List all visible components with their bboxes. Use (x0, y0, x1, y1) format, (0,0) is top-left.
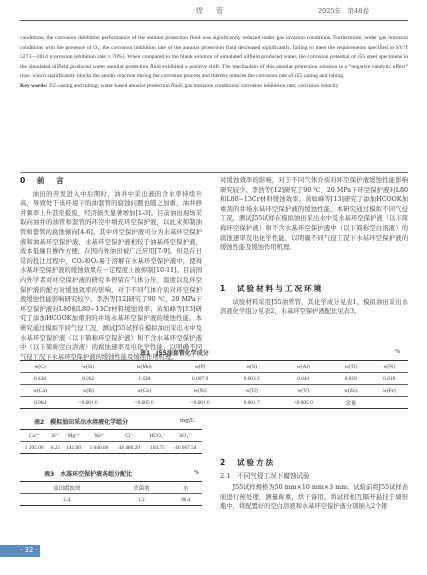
table-cell: 141.00 (62, 442, 84, 454)
table-cell: Mg²⁺ (62, 430, 84, 442)
table-3 (20, 481, 202, 506)
table-cell: 0.018 (370, 373, 408, 385)
section-2-paragraph: J55试样规格为50 mm×10 mm×3 mm，试验前将J55试样表面进行预处理，测量称重，烘干备用。将试样相互隔开悬挂于墙形瓶中，将配置好的空白溶液和水基环空保护液分别倒入2个锥 (220, 484, 408, 511)
table-cell: w(Co) (116, 385, 172, 397)
table-cell: w(V) (275, 385, 331, 397)
table-cell: 0.007 0 (172, 373, 228, 385)
page-number: · 32 · (20, 546, 38, 554)
table-cell: w(Fe) (370, 385, 408, 397)
table-cell: w(C) (20, 361, 60, 373)
section-1 (220, 284, 408, 317)
table-cell: 44 486.20 (113, 442, 145, 454)
table-1-header-row-2 (20, 385, 408, 397)
table-2-caption: 表2 模拟油田采出水溶液化学组分 (34, 419, 129, 426)
table-cell: w(Ti) (331, 361, 370, 373)
table-cell: 0.064 (20, 397, 60, 409)
table-cell: K⁺ (48, 430, 62, 442)
table-cell: w(Si) (60, 361, 116, 373)
table-cell: 96.4 (169, 494, 202, 506)
table-cell: 46 667.54 (170, 442, 202, 454)
table-cell: 6.25 (48, 442, 62, 454)
table-1-row-1 (20, 373, 408, 385)
table-cell: w(Al) (275, 361, 331, 373)
section-1-paragraph: 试验材料采用J55油管管，其化学成分见表1。模拟油田采出水溶液化学组分见表2，水基环空保护液配比见表3。 (220, 298, 408, 316)
table-cell: HCO₃⁻ (145, 430, 169, 442)
section-0-paragraph: 油田的开发进入中后期时，油井中采出液的含水率持续升高，导致处于该环境下的油套管的腐蚀问题也随之加重，油井修井频率上升甚至报废，经济损失显著增加[1-3]。目前油田现场采取向油井的油管和套管的环空中填充环空保护液，以此来抑制油管和套管的腐蚀倾向[4-6]。其中环空保护液可分为水基环空保护液和油基环空保护液，水基环空保护液相较于油基环空保护液，成本低廉且操作方便，在国内外油田被广泛应用[7-9]。但是在日常的投注过程中，CO₂和O₂易于溶解在水基环空保护液中，使得水基环空保护液的缓蚀效果在一定程度上被抑制[10-11]。目前国内外学者对环空保护液的研究多停留在气体分压、温度以及环空保护液的配方对缓蚀效率的影响，对于不同气体介质对环空保护液缓蚀性能影响研究较少。李浩等[12]研究了90 ℃、20 MPa下环空保护液对L80和L80−13Cr材料缓蚀效率；黄如峰等[13]研究了添加HCOOK加重剂的井场水基环空保护液的缓蚀性能。本研究通过模拟不同气侵工况，测试J55试样在模拟油田采出水中及水基环空保护液（以下简称环空保护液）和不含水基环空保护液中（以下简称空白溶液）的腐蚀速率及电化学性能，以明确不同气侵工况下水基环空保护液的缓蚀性能及缓蚀作用机理。 (20, 190, 202, 361)
table-3-header-row (20, 482, 202, 494)
table-cell: 2.4 (20, 494, 113, 506)
table-cell: SO₄²⁻ (170, 430, 202, 442)
table-cell: <0.005 0 (275, 397, 331, 409)
journal-volume: 2025年 第48卷 (318, 7, 369, 15)
page-number-tab (0, 545, 40, 557)
table-cell: w(Ni) (172, 385, 228, 397)
table-cell: 0.262 (60, 373, 116, 385)
table-cell: 0.001 7 (228, 397, 275, 409)
running-header (0, 0, 427, 24)
table-cell: <0.001 0 (60, 397, 116, 409)
table-cell: 0.430 (20, 373, 60, 385)
section-0-title: 0 前 言 (20, 176, 66, 185)
table-cell: 164.75 (145, 442, 169, 454)
table-3-row (20, 494, 202, 506)
table-cell: Cl⁻ (113, 430, 145, 442)
table-cell: 5 040.00 (85, 442, 113, 454)
table-1-header-row-1 (20, 361, 408, 373)
section-0-continued: 对缓蚀效率的影响，对于不同气体介质对环空保护液缓蚀性能影响研究较少。李浩等[12]研究了90 ℃、20 MPa下环空保护液对L80和L80−13Cr材料缓蚀效率；黄如峰等[13]研究了添加HCOOK加重剂的井场水基环空保护液的缓蚀性能。本研究通过模拟不同气侵工况，测试J55试样在模拟油田采出水中及水基环空保护液（以下简称环空保护液）和不含水基环空保护液中（以下简称空白溶液）的腐蚀速率及电化学性能，以明确不同气侵工况下水基环空保护液的缓蚀性能及缓蚀作用机理。 (220, 177, 408, 252)
table-cell: w(S) (228, 361, 275, 373)
subsection-2-1-title: 2.1 不同气侵工况下腐蚀试验 (220, 471, 310, 480)
table-cell: Ca²⁺ (20, 430, 48, 442)
section-2 (220, 458, 408, 561)
table-cell: 水 (169, 482, 202, 494)
table-1-unit: % (395, 349, 401, 355)
table-cell: 1.2 (113, 494, 169, 506)
table-cell: 0.044 (275, 373, 331, 385)
table-3-unit: % (194, 470, 200, 476)
table-cell (370, 397, 408, 409)
table-cell: 1.438 (116, 373, 172, 385)
table-cell: <0.005 0 (116, 397, 172, 409)
table-cell: 0.003 2 (228, 373, 275, 385)
table-cell: <0.001 0 (172, 397, 228, 409)
table-cell: 杀菌剂 (113, 482, 169, 494)
table-cell: 油田缓蚀剂 (20, 482, 113, 494)
keywords-text: J55 casing and tubing; water-based annular protection fluid; gas intrusion conditions; corrosion inhibition rate; corrosion velocity (48, 82, 339, 89)
table-1-caption: 表1 J55油套管化学成分 (140, 350, 209, 357)
abstract-separator (20, 172, 408, 173)
table-cell: w(P) (172, 361, 228, 373)
table-cell: 0.010 (331, 373, 370, 385)
section-2-title: 2 试验方法 (220, 458, 276, 467)
table-cell: w(N) (370, 361, 408, 373)
keywords-label: Key words: (20, 82, 48, 89)
table-cell: w(Cu) (20, 385, 60, 397)
header-rule (20, 20, 408, 21)
table-1 (20, 360, 408, 409)
abstract-text: conditions, the corrosion inhibition performance of the annular protection fluid was significantly reduced under gas invasion conditions. Furthermore, under gas intrusion conditions with the presence of O₂, the corrosion inhibition rate of the annular protection fluid decreased significantly, failing to meet the requirements specified in SY/T 5273—2014 (corrosion inhibition rate ≥ 70%). When compared to the blank solution of simulated oilfield produced water, the corrosion potential of J55 steel specimens in the simulated oilfield produced water annular protection fluid exhibited a positive shift. The mechanism of this annular protection solution is a “negative catalytic effect” type, which significantly blocks the anodic reaction during the corrosion process and thereby reduces the corrosion rate of J55 casing and tubing. (20, 35, 408, 80)
table-1-row-2 (20, 397, 408, 409)
table-2 (20, 429, 202, 454)
table-cell: w(Zn) (331, 385, 370, 397)
table-3-caption: 表3 水基环空保护液各组分配比 (44, 471, 133, 478)
english-abstract (20, 34, 408, 92)
table-2-header-row (20, 430, 202, 442)
table-cell: 余量 (331, 397, 370, 409)
table-cell: Na⁺ (85, 430, 113, 442)
journal-name: 焊 管 (196, 7, 226, 15)
table-cell: 1 205.00 (20, 442, 48, 454)
table-2-unit: mg/L (180, 418, 195, 424)
table-cell: w(Mn) (116, 361, 172, 373)
table-cell: w(Ti) (228, 385, 275, 397)
table-cell: w(B) (60, 385, 116, 397)
right-column-top (220, 176, 408, 274)
table-2-row (20, 442, 202, 454)
section-1-title: 1 试验材料与工况环境 (220, 284, 324, 293)
